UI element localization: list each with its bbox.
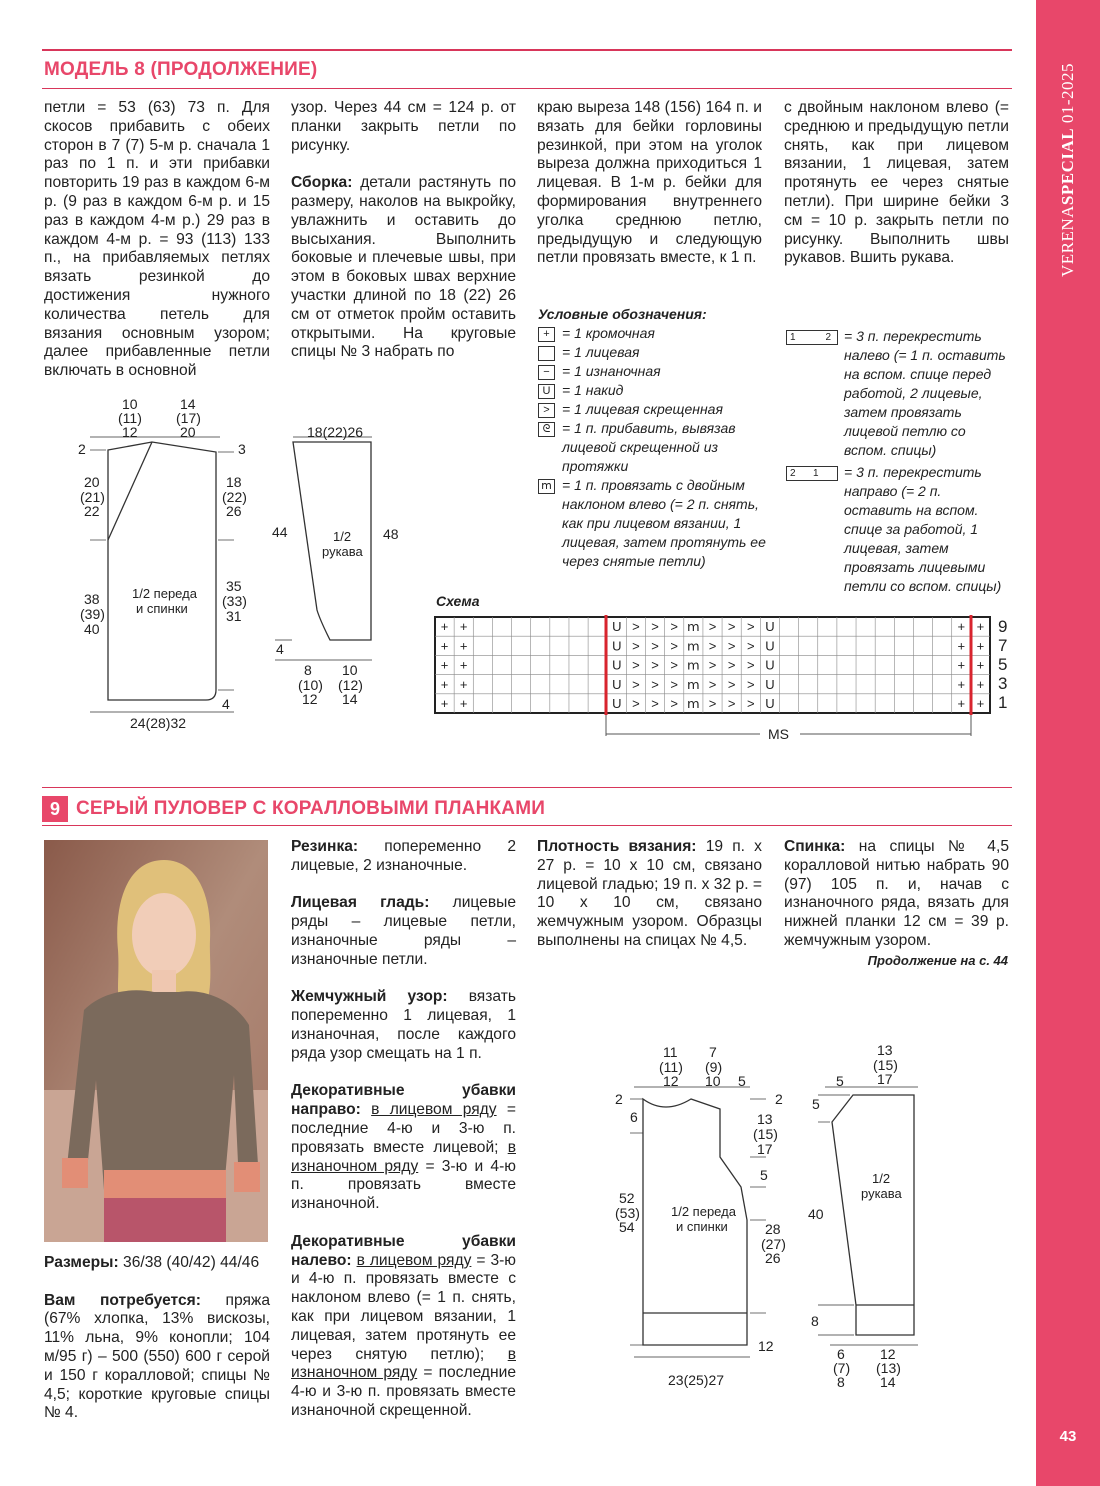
dim-label: (39) [80, 606, 105, 622]
stitch-symbol: + [440, 696, 449, 711]
dim-label: 8 [304, 662, 312, 678]
ms-label: MS [768, 726, 789, 742]
body-pattern-8 [90, 437, 234, 712]
legend-text: = 1 кромочная [562, 325, 655, 341]
row-number: 7 [998, 636, 1008, 655]
continued-note: Продолжение на с. 44 [867, 953, 1008, 968]
sleeve-outline-9 [832, 1095, 914, 1335]
dim-label: 12 [302, 691, 318, 707]
dim-label: (12) [338, 677, 363, 693]
dim-label: 48 [383, 526, 399, 542]
dim-label: 5 [760, 1167, 768, 1183]
dim-label: 24(28)32 [130, 715, 187, 731]
dim-label: 12 [758, 1338, 774, 1354]
dim-label: 7 [709, 1044, 717, 1060]
cross-left-a: 1 [790, 332, 796, 343]
stitch-symbol: > [632, 696, 640, 711]
dim-label: 10 [705, 1073, 721, 1089]
dim-label: 31 [226, 608, 242, 624]
stitch-symbol: + [440, 657, 449, 673]
dim-label: 10 [342, 662, 358, 678]
cross-right-a: 2 [790, 468, 796, 479]
dim-label: 17 [757, 1141, 773, 1157]
back-text: на спицы № 4,5 коралловой нитью набрать 90 (97) 105 п. и, начав с изнаночного ряда, вязать для нижней планки 12 см = 39 р. жемчужным узором. [784, 838, 1009, 949]
dim-label: (53) [615, 1205, 640, 1221]
coral-cuff-left [62, 1158, 88, 1188]
schema-title: Схема [436, 593, 480, 609]
dim-label: 14 [342, 691, 358, 707]
armhole-line [108, 442, 152, 540]
face-shape [132, 893, 196, 977]
decrease-right-t2: = 3-ю и 4-ю п. провязать вместе изнаночной. [291, 1157, 516, 1213]
brand-name: VERENA [1058, 205, 1077, 278]
stitch-symbol: > [746, 638, 755, 654]
stitch-symbol: > [727, 676, 736, 692]
legend-text: = 1 п. провязать с двойным наклоном влево (= 2 п. снять, как при лицевом вязании, 1 лицевая, затем протянуть ее через снятые петли) [562, 477, 766, 569]
dim-label: 28 [765, 1221, 781, 1237]
row-number: 5 [998, 655, 1008, 674]
sleeve-pattern-9-labels [808, 1042, 903, 1390]
dim-label: (22) [222, 489, 247, 505]
col2-text: узор. Через 44 см = 124 р. от планки закрыть петли по рисунку. [291, 99, 516, 154]
dim-label: 2 [78, 441, 86, 457]
dim-label: 40 [808, 1206, 824, 1222]
stitch-symbol: > [651, 696, 659, 711]
dim-label: 26 [765, 1250, 781, 1266]
stitch-symbol: > [651, 657, 659, 673]
stitch-symbol: > [670, 638, 679, 654]
assembly-text: детали растянуть по размеру, наколов на выкройку, увлажнить и оставить до высыхания. Выполнить боковые и плечевые швы, при этом в боковых швах верхние участки длиной по 18 (22) 26 см от отметок пройм оставить открытыми. На круговые спицы № 3 набрать по [291, 174, 516, 361]
dim-label: 8 [837, 1374, 845, 1390]
stitch-symbol: U [612, 676, 622, 692]
legend-title: Условные обозначения: [538, 306, 707, 322]
yarnover-icon: U [538, 384, 555, 399]
dim-label: 2 [775, 1091, 783, 1107]
stitch-symbol: + [957, 638, 966, 654]
stitch-symbol: > [632, 676, 640, 692]
sleeve-pattern-9 [818, 1087, 918, 1345]
decrease-left-t2: = последние 4-ю и 3-ю п. провязать вместе изнаночной скрещенной. [291, 1364, 516, 1419]
dim-label: 14 [180, 396, 196, 412]
section8-title: МОДЕЛЬ 8 (ПРОДОЛЖЕНИЕ) [44, 59, 318, 80]
decrease-left-u1: в лицевом ряду [356, 1251, 472, 1269]
dim-label: 12 [663, 1073, 679, 1089]
dim-label: 11 [663, 1044, 678, 1060]
decrease-right-t1: = последние 4-ю и 3-ю п. провязать вместе лицевой; [291, 1101, 517, 1156]
dim-label: (21) [80, 489, 105, 505]
sleeve-pattern-8-labels [272, 424, 399, 707]
stitch-symbol: > [651, 638, 659, 654]
dim-label: 13 [877, 1042, 893, 1058]
stitch-symbol: U [765, 676, 775, 692]
stitch-symbol: + [976, 696, 985, 711]
dim-label: 10 [122, 396, 138, 412]
stitch-symbol: U [765, 657, 775, 673]
patterns-9 [560, 1035, 920, 1405]
stitch-chart [0, 0, 1030, 760]
stitch-symbol: > [727, 619, 736, 635]
stitch-symbol: > [670, 657, 679, 673]
gauge-text: 19 п. х 27 р. = 10 х 10 см, связано лицевой гладью; 19 п. х 32 р. = 10 х 10 см, связано жемчужным узором. Образцы выполнены на спицах № 4,5. [537, 838, 762, 949]
dim-label: 38 [84, 591, 100, 607]
section9-title: СЕРЫЙ ПУЛОВЕР С КОРАЛЛОВЫМИ ПЛАНКАМИ [76, 798, 546, 819]
stitch-symbol: + [440, 619, 449, 635]
stitch-symbol: > [727, 696, 736, 711]
sleeve-caption: 1/2 [872, 1171, 891, 1186]
legend-text: = 1 лицевая скрещенная [562, 401, 723, 417]
stitch-symbol: > [670, 676, 679, 692]
dim-label: (10) [298, 677, 323, 693]
legend-text: = 1 изнаночная [562, 363, 661, 379]
stitch-symbol: + [976, 619, 985, 635]
stitch-symbol: ⅿ [687, 619, 700, 635]
decrease-left-label: Декоративные убавки налево: [291, 1232, 516, 1269]
dim-label: (17) [176, 410, 201, 426]
decrease-right-u2: в изнаночном ряду [291, 1138, 516, 1175]
back-label: Спинка: [784, 838, 846, 855]
col3-text: краю выреза 148 (156) 164 п. и вязать для бейки горловины резинкой, при этом на уголок выреза должна приходиться 1 лицевая. В 1-м р. бейки для формирования внутреннего уголка среднюю петлю, предыдущую и следующую петли провязать вместе, к 1 п. [537, 99, 762, 267]
skirt-shape [104, 1198, 226, 1242]
section9-top-rule [42, 787, 1012, 788]
stitch-symbol: U [765, 638, 775, 654]
legend-text: = 3 п. перекрестить направо (= 2 п. оставить на вспом. спице за работой, 1 лицевая, затем провязать лицевыми петли со вспом. спицы) [844, 464, 1002, 594]
stitch-symbol: U [612, 619, 622, 635]
decrease-right-label: Декоративные убавки направо: [291, 1082, 516, 1119]
stitch-symbol: > [632, 619, 640, 635]
dim-label: 52 [619, 1190, 635, 1206]
model-photo-illustration [44, 840, 268, 1242]
section9-col1 [44, 1254, 270, 1442]
dim-label: 3 [238, 441, 246, 457]
stitch-symbol: + [957, 696, 966, 711]
stitch-symbol: + [976, 638, 985, 654]
stitch-symbol: + [976, 657, 985, 673]
increase-icon: ᘓ [538, 422, 555, 437]
body-outline [108, 442, 216, 700]
body-caption: и спинки [136, 601, 188, 616]
rib-label: Резинка: [291, 838, 359, 855]
stitch-symbol: + [440, 638, 449, 654]
dim-label: 8 [811, 1313, 819, 1329]
dim-label: 18 [226, 474, 242, 490]
sleeve-caption: рукава [861, 1186, 902, 1201]
decrease-right-u1: в лицевом ряду [371, 1101, 497, 1119]
legend-text: = 1 лицевая [562, 344, 640, 360]
cross-left-b: 2 [825, 332, 831, 343]
cross-right-b: 1 [813, 468, 819, 479]
stitch-symbol: + [957, 657, 966, 673]
dim-label: (15) [753, 1126, 778, 1142]
stitch-symbol: > [651, 676, 659, 692]
body-caption: 1/2 переда [132, 586, 197, 601]
row-number: 9 [998, 617, 1008, 636]
dim-label: (27) [761, 1236, 786, 1252]
dim-label: 23(25)27 [668, 1372, 725, 1388]
dim-label: (11) [118, 410, 142, 426]
section9-col2 [291, 838, 516, 1440]
decrease-left-u2: в изнаночном ряду [291, 1345, 516, 1382]
dim-label: (7) [833, 1360, 851, 1376]
stitch-symbol: > [632, 657, 640, 673]
coral-cuff-right [234, 1162, 260, 1192]
stitch-symbol: > [708, 619, 717, 635]
dim-label: (33) [222, 593, 247, 609]
sleeve-outline [293, 442, 371, 640]
row-number: 3 [998, 674, 1008, 693]
body-pattern-9-labels [615, 1044, 786, 1388]
stitch-symbol: U [765, 619, 775, 635]
dim-label: 6 [837, 1346, 845, 1362]
magazine-brand [1044, 40, 1092, 300]
body-caption: и спинки [676, 1219, 728, 1234]
dim-label: 44 [272, 524, 288, 540]
legend-text: = 1 п. прибавить, вывязав лицевой скрещенной из протяжки [562, 420, 736, 474]
stitch-symbol: > [651, 619, 659, 635]
stockinette-text: лицевые ряды – лицевые петли, изнаночные ряды – изнаночные петли. [291, 894, 516, 968]
stitch-symbol: > [632, 638, 640, 654]
twisted-knit-icon: > [538, 403, 555, 418]
needs-text: пряжа (67% хлопка, 13% вискозы, 11% льна, 9% конопли; 104 м/95 г) – 500 (550) 600 г серой и 150 г коралловой; спицы № 4,5; короткие круговые спицы № 4. [44, 1291, 270, 1422]
stitch-symbol: > [708, 638, 717, 654]
stitch-symbol: > [746, 676, 755, 692]
needs-label: Вам потребуется: [44, 1291, 201, 1309]
section9-title-rule [42, 825, 1012, 826]
stitch-symbol: + [459, 696, 468, 711]
sizes-label: Размеры: [44, 1254, 119, 1271]
dim-label: 26 [226, 503, 242, 519]
dim-label: (11) [659, 1059, 683, 1075]
dim-label: 13 [757, 1111, 773, 1127]
stitch-symbol: > [708, 676, 717, 692]
dim-label: 17 [877, 1071, 893, 1087]
model-photo [44, 840, 268, 1242]
dim-label: 20 [84, 474, 100, 490]
dim-label: 14 [880, 1374, 896, 1390]
stitch-symbol: ⅿ [687, 638, 700, 654]
dim-label: 12 [880, 1346, 896, 1362]
dim-label: 4 [276, 641, 284, 657]
dim-label: 54 [619, 1219, 635, 1235]
stitch-symbol: + [459, 619, 468, 635]
dim-label: 6 [630, 1109, 638, 1125]
stitch-symbol: + [459, 638, 468, 654]
stitch-symbol: > [670, 696, 679, 711]
edge-stitch-icon: + [538, 327, 555, 342]
col4-text: с двойным наклоном влево (= среднюю и предыдущую петли снять, как при лицевом вязании, 1 лицевая, затем протянуть ее через снятые петли). При ширине бейки 3 см = 10 р. закрыть петли по рисунку. Выполнить швы рукавов. Вшить рукава. [784, 99, 1009, 267]
stitch-symbol: > [727, 657, 736, 673]
dim-label: 22 [84, 503, 100, 519]
assembly-label: Сборка: [291, 174, 353, 192]
stitch-symbol: + [957, 676, 966, 692]
stitch-symbol: > [708, 696, 717, 711]
stitch-symbol: + [976, 676, 985, 692]
magazine-sidebar [1036, 0, 1100, 1486]
issue-label: 01-2025 [1058, 62, 1077, 124]
dim-label: (9) [705, 1059, 723, 1075]
col1-text: петли = 53 (63) 73 п. Для скосов прибавить с обеих сторон в 7 (7) 5-м р. сначала 1 раз по 1 п. и эти прибавки повторить 19 раз в каждом 6-м р. (9 раз в каждом 6-м р. и 15 раз в каждом 4-м р.) 29 раз в каждом 4-м р. = 93 (113) 133 п., на прибавляемых петлях вязать резинкой до достижения нужного количества петель для вязания основным узором; далее прибавленные петли включать в основной [44, 99, 270, 380]
stitch-symbol: > [727, 638, 736, 654]
seed-stitch-label: Жемчужный узор: [291, 988, 448, 1006]
stitch-symbol: + [957, 619, 966, 635]
section9-number: 9 [42, 796, 68, 822]
stitch-symbol: > [708, 657, 717, 673]
dim-label: 5 [812, 1096, 820, 1112]
dim-label: 5 [738, 1073, 746, 1089]
stitch-symbol: U [612, 638, 622, 654]
sleeve-caption: 1/2 [333, 529, 352, 544]
body-caption: 1/2 переда [671, 1204, 736, 1219]
stitch-symbol: U [612, 657, 622, 673]
dim-label: 35 [226, 578, 242, 594]
gauge-label: Плотность вязания: [537, 838, 697, 855]
double-decrease-icon: ⅿ [538, 479, 555, 494]
stitch-symbol: ⅿ [687, 676, 700, 692]
dim-label: 40 [84, 621, 100, 637]
section9-col3 [537, 838, 762, 970]
dim-label: 18(22)26 [307, 424, 364, 440]
section9-col4 [784, 838, 1009, 955]
purl-stitch-icon: − [538, 365, 555, 380]
seed-stitch-text: вязать попеременно 1 лицевая, 1 изнаночная, после каждого ряда узор смещать на 1 п. [291, 988, 516, 1062]
stitch-symbol: U [612, 696, 622, 711]
sizes-text: 36/38 (40/42) 44/46 [123, 1254, 260, 1271]
dim-label: 12 [122, 424, 138, 440]
dim-label: 20 [180, 424, 196, 440]
dim-label: (15) [873, 1057, 898, 1073]
stitch-symbol: + [459, 657, 468, 673]
stockinette-label: Лицевая гладь: [291, 894, 430, 912]
stitch-symbol: > [746, 619, 755, 635]
stitch-symbol: ⅿ [687, 696, 700, 711]
stitch-symbol: ⅿ [687, 657, 700, 673]
stitch-symbol: > [746, 696, 755, 711]
row-number: 1 [998, 693, 1008, 712]
page-number: 43 [1059, 1428, 1077, 1445]
stitch-symbol: U [765, 696, 775, 711]
chart-grid [435, 617, 990, 713]
stitch-symbol: + [459, 676, 468, 692]
stitch-symbol: + [440, 676, 449, 692]
legend-text: = 1 накид [562, 382, 624, 398]
stitch-symbol: > [670, 619, 679, 635]
coral-hem-band [104, 1170, 226, 1198]
rib-text: попеременно 2 лицевые, 2 изнаночные. [291, 838, 516, 874]
brand-special: SPECIAL [1058, 127, 1077, 206]
body-pattern-8-labels [78, 396, 247, 731]
legend-text: = 3 п. перекрестить налево (= 1 п. оставить на вспом. спице перед работой, 2 лицевые, затем провязать лицевой петлю со вспом. спицы) [844, 328, 1006, 458]
dim-label: 2 [615, 1091, 623, 1107]
stitch-symbol: > [746, 657, 755, 673]
sleeve-caption: рукава [322, 544, 363, 559]
dim-label: (13) [876, 1360, 901, 1376]
decrease-left-t1: = 3-ю и 4-ю п. провязать вместе с наклоном влево (= 1 п. снять, как при лицевом вязании, 1 лицевая, затем протянуть ее через снятую петлю); [291, 1251, 516, 1363]
dim-label: 5 [836, 1073, 844, 1089]
dim-label: 4 [222, 696, 230, 712]
